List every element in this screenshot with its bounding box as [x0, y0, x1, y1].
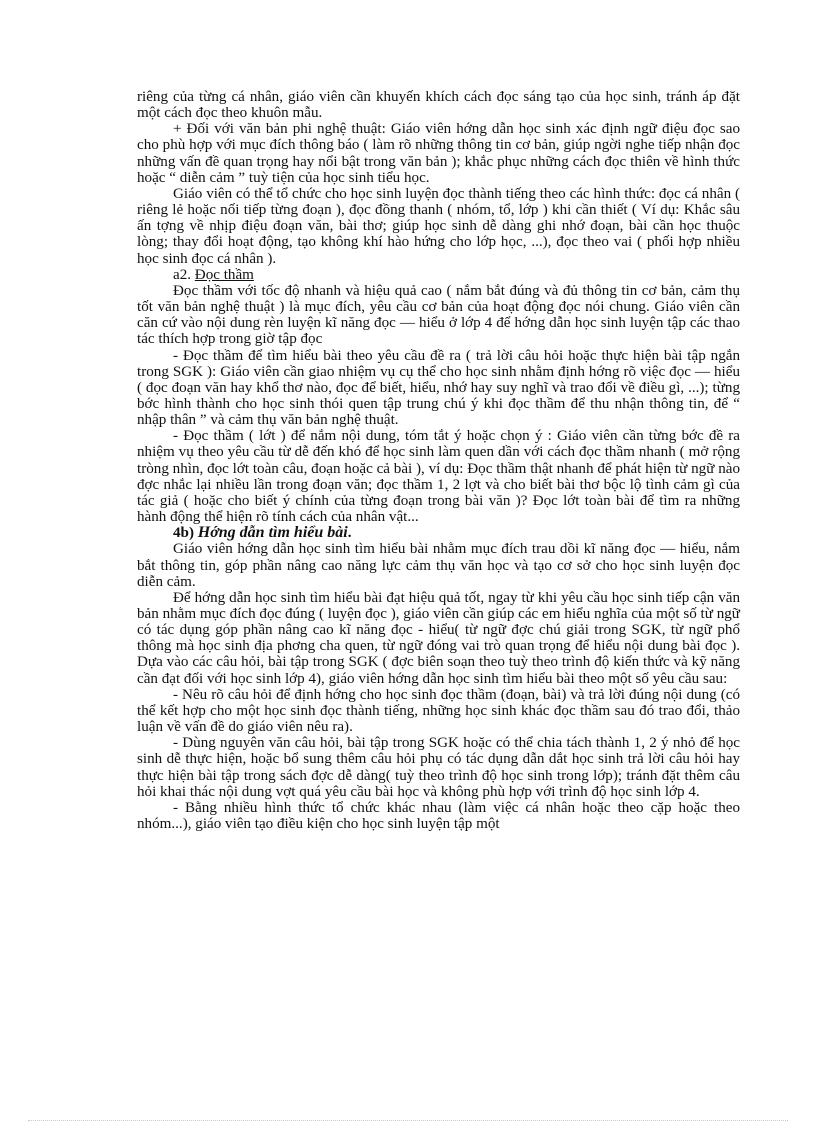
paragraph-continuation: riêng của từng cá nhân, giáo viên cần khuyến khích cách đọc sáng tạo của học sinh, tránh áp đặt một cách đọc theo khuôn mẫu. [137, 89, 740, 122]
section-heading-a2 [137, 267, 740, 283]
page-bottom-rule [28, 1120, 788, 1121]
section-title-4b-end: . [347, 525, 352, 542]
paragraph-silent-reading-task: - Đọc thầm để tìm hiểu bài theo yêu cầu đề ra ( trả lời câu hỏi hoặc thực hiện bài tập ngắn trong SGK ): Giáo viên cần giao nhiệm vụ cụ thể cho học sinh nhằm định hớng rõ việc đọc — hiểu ( đọc đoạn văn hay khổ thơ nào, đọc để biết, hiểu, nhớ hay suy nghĩ và trao đổi về điều gì, ...); từng bớc hình thành cho học sinh thói quen tập trung chú ý khi đọc thầm để thu nhận thông tin, để “ nhập thân ” và cảm thụ văn bản nghệ thuật. [137, 347, 740, 429]
paragraph-guide-purpose: Giáo viên hớng dẫn học sinh tìm hiểu bài nhằm mục đích trau dồi kĩ năng đọc — hiểu, nắm bắt thông tin, góp phần nâng cao năng lực cảm thụ văn học và tạo cơ sở cho học sinh luyện đọc diễn cảm. [137, 541, 740, 590]
section-title-4b: Hớng dẫn tìm hiểu bài [197, 524, 348, 542]
document-body [137, 89, 740, 832]
paragraph-reading-forms: Giáo viên có thể tổ chức cho học sinh luyện đọc thành tiếng theo các hình thức: đọc cá nhân ( riêng lẻ hoặc nối tiếp từng đoạn ), đọc đồng thanh ( nhóm, tổ, lớp ) khi cần thiết ( Ví dụ: Khắc sâu ấn tợng về nhịp điệu đoạn văn, bài thơ; giúp học sinh dễ dàng ghi nhớ đoạn, bài cần học thuộc lòng; thay đổi hoạt động, tạo không khí hào hứng cho lớp học, ...), đọc theo vai ( phối hợp nhiều học sinh đọc cá nhân ). [137, 185, 740, 267]
paragraph-guide-question: - Nêu rõ câu hỏi để định hớng cho học sinh đọc thầm (đoạn, bài) và trả lời đúng nội dung (có thể kết hợp cho một học sinh đọc thành tiếng, những học sinh khác đọc thầm sau đó trao đổi, thảo luận về vấn đề do giáo viên nêu ra). [137, 686, 740, 736]
paragraph-silent-reading-goal: Đọc thầm với tốc độ nhanh và hiệu quả cao ( nắm bắt đúng và đủ thông tin cơ bản, cảm thụ tốt văn bản nghệ thuật ) là mục đích, yêu cầu cơ bản của hoạt động đọc nói chung. Giáo viên cần căn cứ vào nội dung rèn luyện kĩ năng đọc — hiểu ở lớp 4 để hớng dẫn học sinh luyện tập các thao tác thích hợp trong giờ tập đọc [137, 282, 740, 348]
section-heading-4b [137, 525, 740, 541]
paragraph-non-art-text: + Đối với văn bản phi nghệ thuật: Giáo viên hớng dẫn học sinh xác định ngữ điệu đọc sao cho phù hợp với mục đích thông báo ( làm rõ những thông tin cơ bản, giúp ngời nghe tiếp nhận đọc những vấn đề quan trọng hay nổi bật trong văn bản ); khắc phục những cách đọc thiên về hình thức hoặc “ diễn cảm ” tuỳ tiện của học sinh tiểu học. [137, 121, 740, 186]
section-title-a2: Đọc thầm [194, 266, 254, 283]
section-label-4b: 4b) [173, 525, 198, 542]
paragraph-guide-method: Để hớng dẫn học sinh tìm hiểu bài đạt hiệu quả tốt, ngay từ khi yêu cầu học sinh tiếp cận văn bản nhằm mục đích đọc đúng ( luyện đọc ), giáo viên cần giúp các em hiểu nghĩa của một số từ ngữ có tác dụng góp phần nâng cao kĩ năng đọc - hiểu( từ ngữ đợc chú giải trong SGK, từ ngữ phổ thông mà học sinh địa phơng cha quen, từ ngữ đóng vai trò quan trọng để hiểu nội dung bài đọc ). Dựa vào các câu hỏi, bài tập trong SGK ( đợc biên soạn theo tuỳ theo trình độ kiến thức và kỹ năng cần đạt đối với học sinh lớp 4), giáo viên hớng dẫn học sinh tìm hiểu bài theo một số yêu cầu sau: [137, 589, 740, 687]
section-label-a2: a2. [173, 266, 195, 283]
paragraph-guide-forms: - Bằng nhiều hình thức tổ chức khác nhau (làm việc cá nhân hoặc theo cặp hoặc theo nhóm...), giáo viên tạo điều kiện cho học sinh luyện tập một [137, 799, 740, 833]
paragraph-skim-reading: - Đọc thầm ( lớt ) để nắm nội dung, tóm tắt ý hoặc chọn ý : Giáo viên cần từng bớc đề ra nhiệm vụ theo yêu cầu từ dễ đến khó để học sinh làm quen dần với cách đọc thầm nhanh ( mở rộng tròng nhìn, đọc lớt toàn câu, đoạn hoặc cả bài ), ví dụ: Đọc thầm thật nhanh để phát hiện từ ngữ nào đợc nhắc lại nhiều lần trong đoạn văn; đọc thầm 1, 2 lợt và cho biết bài thơ bộc lộ tình cảm gì của tác giả ( hoặc cho biết ý chính của từng đoạn trong bài văn )? Đọc lớt toàn bài để tìm ra những hành động thể hiện rõ tính cách của nhân vật... [137, 428, 740, 526]
paragraph-guide-sgk: - Dùng nguyên văn câu hỏi, bài tập trong SGK hoặc có thể chia tách thành 1, 2 ý nhỏ để học sinh dễ thực hiện, hoặc bổ sung thêm câu hỏi phụ có tác dụng dẫn dắt học sinh trả lời câu hỏi hay thực hiện bài tập trong sách đợc dễ dàng( tuỳ theo trình độ học sinh trong lớp); tránh đặt thêm câu hỏi khai thác nội dung vợt quá yêu cầu bài học và không phù hợp với trình độ học sinh lớp 4. [137, 735, 740, 800]
